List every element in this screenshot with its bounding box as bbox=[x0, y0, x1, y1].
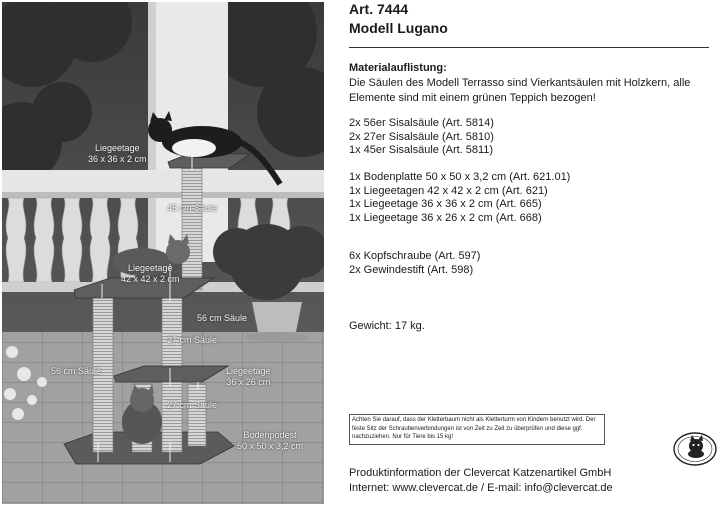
label-base bbox=[237, 430, 303, 451]
cat-logo-icon bbox=[672, 431, 718, 469]
clevercat-logo bbox=[672, 431, 718, 469]
label-top-platform-size: 36 x 36 x 2 cm bbox=[88, 153, 147, 164]
label-post-27-upper: 27 cm Säule bbox=[167, 335, 218, 345]
label-post-45: 45 cm Säule bbox=[167, 203, 218, 213]
materials-title: Materialauflistung: bbox=[349, 62, 447, 74]
label-platform-36-26 bbox=[226, 366, 271, 387]
list-item: 1x Liegeetagen 42 x 42 x 2 cm (Art. 621) bbox=[349, 184, 548, 197]
post-45 bbox=[182, 162, 202, 290]
label-post-27-lower: 27 cm Säule bbox=[167, 400, 218, 410]
cat-tree-illustration bbox=[2, 2, 324, 504]
weight: Gewicht: 17 kg. bbox=[349, 320, 425, 332]
list-item: 6x Kopfschraube (Art. 597) bbox=[349, 250, 481, 262]
label-base-name: Bodenpodest bbox=[243, 430, 297, 440]
model-name: Modell Lugano bbox=[349, 20, 448, 36]
label-platform-36-26-name: Liegeetage bbox=[226, 366, 271, 376]
label-base-size: 50 x 50 x 3,2 cm bbox=[237, 440, 304, 451]
label-platform-42-size: 42 x 42 x 2 cm bbox=[121, 273, 180, 284]
screw-list bbox=[349, 250, 480, 277]
product-info bbox=[349, 0, 715, 507]
flower-pot bbox=[252, 302, 302, 332]
plate-list bbox=[349, 171, 570, 225]
list-item: 1x Liegeetage 36 x 36 x 2 cm (Art. 665) bbox=[349, 198, 542, 210]
label-platform-36-26-size: 36 x 26 cm bbox=[226, 376, 271, 387]
list-item: 1x Liegeetage 36 x 26 x 2 cm (Art. 668) bbox=[349, 211, 542, 224]
footer-contact: Internet: www.clevercat.de / E-mail: info@clevercat.de bbox=[349, 482, 613, 494]
list-item: 1x Bodenplatte 50 x 50 x 3,2 cm (Art. 621.01) bbox=[349, 171, 571, 183]
label-top-platform bbox=[88, 143, 147, 164]
product-photo bbox=[2, 2, 324, 504]
label-post-56-left: 56 cm Säule bbox=[51, 366, 102, 376]
list-item: 1x 45er Sisalsäule (Art. 5811) bbox=[349, 144, 494, 156]
list-item: 2x 56er Sisalsäule (Art. 5814) bbox=[349, 117, 494, 129]
label-top-platform-name: Liegeetage bbox=[94, 143, 140, 153]
header-divider bbox=[349, 47, 709, 48]
sisal-post-list bbox=[349, 117, 494, 158]
label-post-56-right: 56 cm Säule bbox=[197, 313, 248, 323]
post-27-lower-right bbox=[188, 384, 206, 446]
label-platform-42 bbox=[121, 263, 180, 284]
article-number: Art. 7444 bbox=[349, 1, 409, 17]
list-item: 2x 27er Sisalsäule (Art. 5810) bbox=[349, 130, 494, 143]
label-platform-42-name: Liegeetage bbox=[127, 263, 173, 273]
safety-warning: Achten Sie darauf, dass der Kletterbaum nicht als Kletterturm von Kindern benutzt wird. Der feste Sitz der Schraubenverbindungen ist von Zeit zu Zeit zu überprüfen und diese ggf. nachzuziehen. Nur für Tiere bis 15 kg! bbox=[349, 414, 605, 445]
footer-company: Produktinformation der Clevercat Katzenartikel GmbH bbox=[349, 467, 612, 479]
list-item: 2x Gewindestift (Art. 598) bbox=[349, 263, 474, 276]
materials-description: Die Säulen des Modell Terrasso sind Vierkantsäulen mit Holzkern, alle Elemente sind mit einem grünen Teppich bezogen! bbox=[349, 77, 691, 104]
